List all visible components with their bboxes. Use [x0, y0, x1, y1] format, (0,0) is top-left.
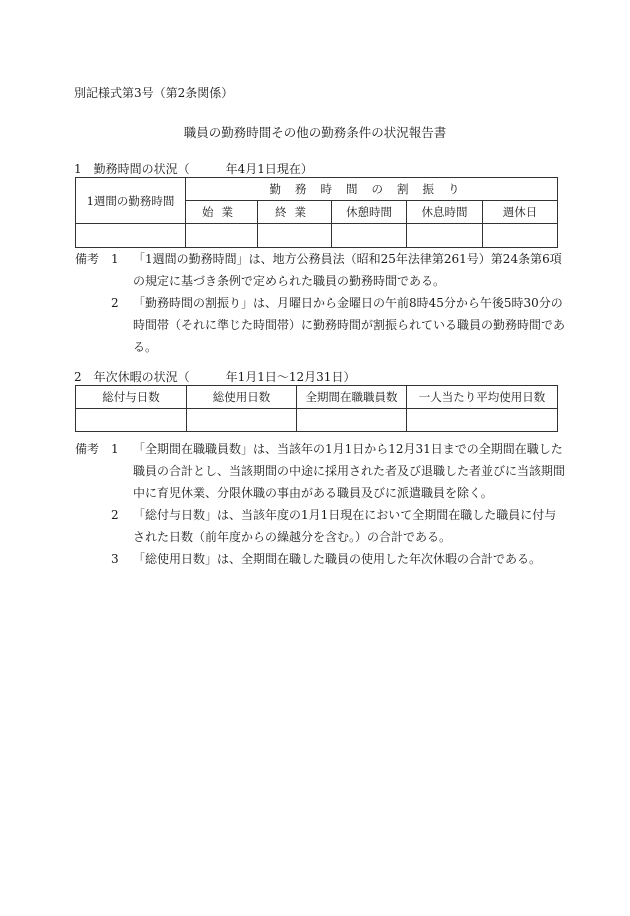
table-cell [297, 409, 407, 432]
note-text: 「勤務時間の割振り」は、月曜日から金曜日の午前8時45分から午後5時30分の時間帯（それに準じた時間帯）に勤務時間が割振られている職員の勤務時間である。 [133, 296, 566, 354]
note-item [75, 292, 565, 358]
allocation-group-header: 勤務時間の割振り [186, 178, 558, 201]
notes-label: 備考 [75, 442, 100, 456]
col-start-time: 始業 [186, 201, 258, 224]
note-item [75, 248, 565, 292]
col-average-used-days: 一人当たり平均使用日数 [407, 386, 558, 409]
table-cell [407, 409, 558, 432]
section2-notes [75, 438, 565, 570]
col-rest-time: 休息時間 [407, 201, 483, 224]
note-text: 「総付与日数」は、当該年度の1月1日現在において全期間在職した職員に付与された日数（前年度からの繰越分を含む。）の合計である。 [133, 508, 557, 544]
table-cell [187, 409, 297, 432]
table-cell [76, 409, 187, 432]
note-item [75, 504, 565, 548]
note-number: 3 [111, 552, 119, 566]
col-total-used-days: 総使用日数 [187, 386, 297, 409]
notes-label: 備考 [75, 252, 100, 266]
table-cell [186, 224, 258, 248]
section1-notes [75, 248, 565, 358]
col-total-granted-days: 総付与日数 [76, 386, 187, 409]
table-cell [407, 224, 483, 248]
table-cell [332, 224, 407, 248]
col-weekly-holiday: 週休日 [483, 201, 558, 224]
note-text: 「1週間の勤務時間」は、地方公務員法（昭和25年法律第261号）第24条第6項の規定に基づき条例で定められた職員の勤務時間である。 [133, 252, 562, 288]
section1-heading: 1 勤務時間の状況（ 年4月1日現在） [74, 162, 313, 176]
note-number: 1 [111, 252, 119, 266]
col-end-time: 終業 [258, 201, 332, 224]
section2-heading: 2 年次休暇の状況（ 年1月1日～12月31日） [74, 370, 356, 384]
note-text: 「総使用日数」は、全期間在職した職員の使用した年次休暇の合計である。 [133, 552, 542, 566]
col-break-time: 休憩時間 [332, 201, 407, 224]
table-cell [483, 224, 558, 248]
document-title: 職員の勤務時間その他の勤務条件の状況報告書 [183, 125, 447, 140]
annual-leave-table [75, 385, 558, 432]
table-cell [258, 224, 332, 248]
col-full-period-staff: 全期間在職職員数 [297, 386, 407, 409]
note-number: 2 [111, 296, 119, 310]
note-number: 2 [111, 508, 119, 522]
table-cell [76, 224, 186, 248]
note-item [75, 438, 565, 504]
note-text: 「全期間在職職員数」は、当該年の1月1日から12月31日までの全期間在職した職員の合計とし、当該期間の中途に採用された者及び退職した者並びに当該期間中に育児休業、分限休職の事由がある職員及びに派遣職員を除く。 [133, 442, 566, 500]
note-item [75, 548, 565, 570]
form-label: 別記様式第3号（第2条関係） [74, 86, 234, 100]
note-number: 1 [111, 442, 119, 456]
working-hours-table [75, 177, 558, 248]
weekly-hours-header: 1週間の勤務時間 [76, 178, 186, 224]
